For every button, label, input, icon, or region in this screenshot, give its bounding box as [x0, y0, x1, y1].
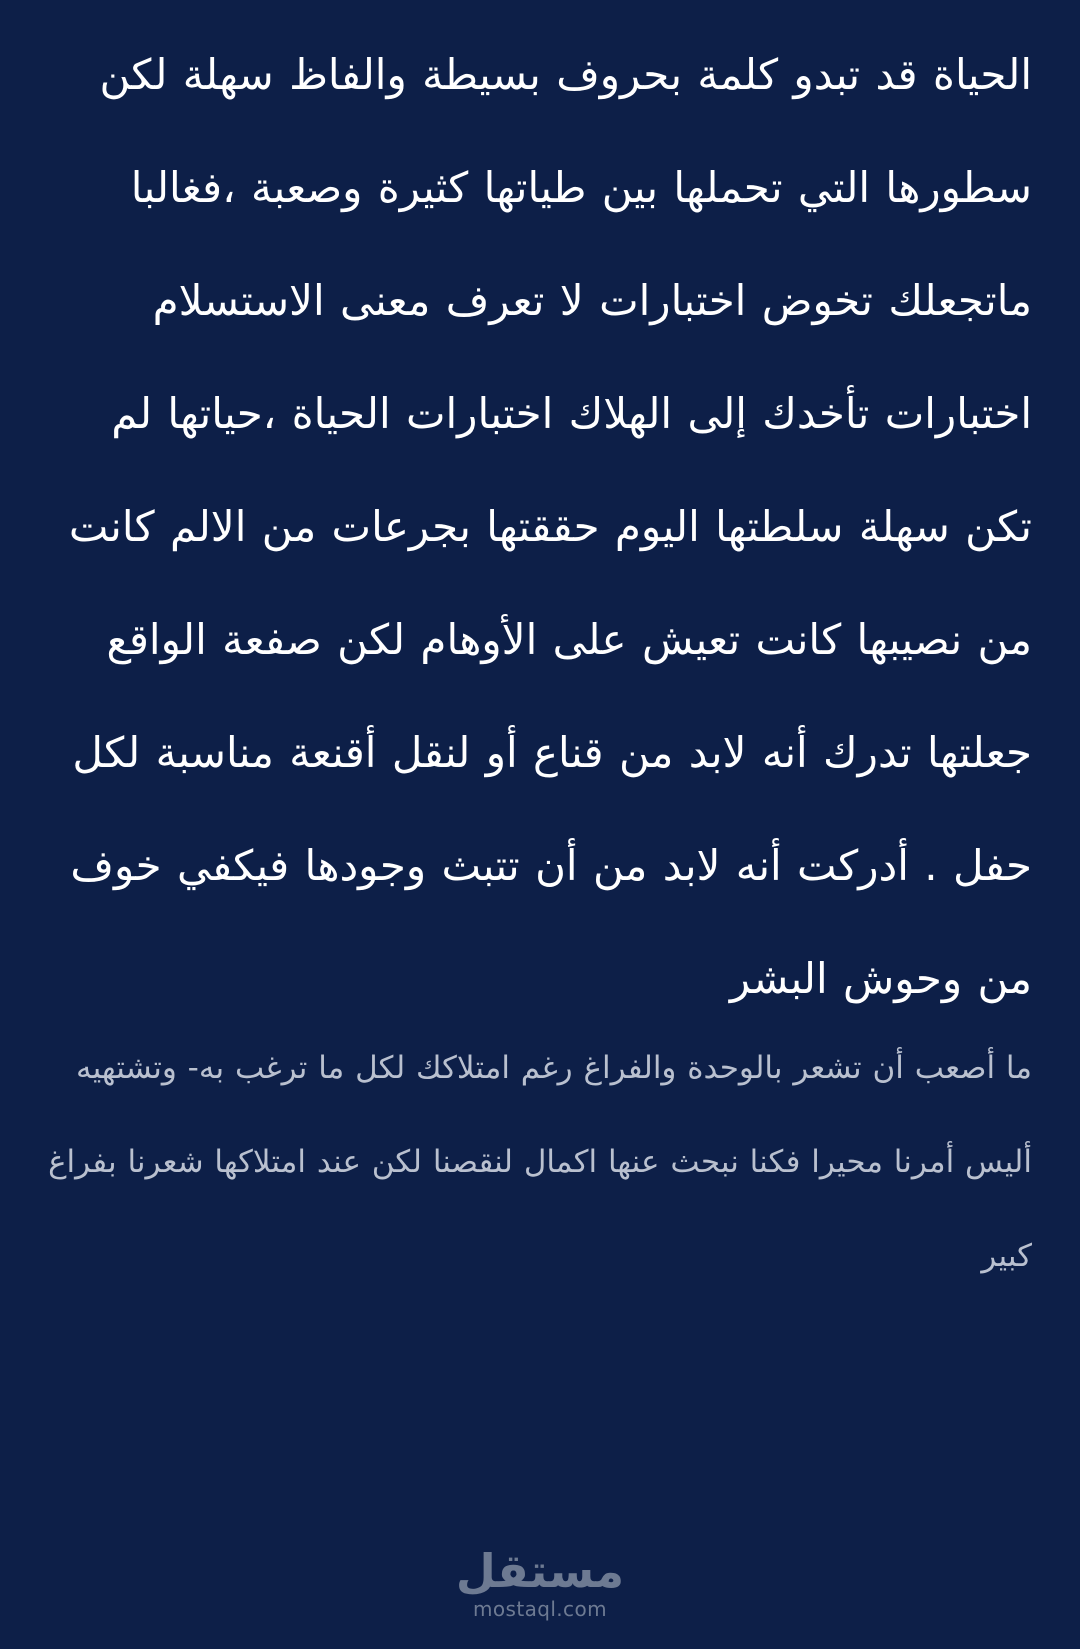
- main-paragraph: الحياة قد تبدو كلمة بحروف بسيطة والفاظ سهلة لكن سطورها التي تحملها بين طياتها كثيرة وصعبة ،فغالبا ماتجعلك تخوض اختبارات لا تعرف معنى الاستسلام اختبارات تأخدك إلى الهلاك اختبارات الحياة ،حياتها لم تكن سهلة سلطتها اليوم حققتها بجرعات من الالم كانت من نصيبها كانت تعيش على الأوهام لكن صفعة الواقع جعلتها تدرك أنه لابد من قناع أو لنقل أقنعة مناسبة لكل حفل . أدركت أنه لابد من أن تتبث وجودها فيكفي خوف من وحوش البشر: [68, 50, 1032, 1003]
- secondary-paragraph: ما أصعب أن تشعر بالوحدة والفراغ رغم امتلاكك لكل ما ترغب به- وتشتهيه أليس أمرنا محيرا فكنا نبحث عنها اكمال لنقصنا لكن عند امتلاكها شعرنا بفراغ كبير: [48, 1050, 1032, 1274]
- mostaql-domain: mostaql.com: [473, 1597, 607, 1621]
- mostaql-logo-text: مستقل: [455, 1544, 625, 1598]
- article-content: [48, 18, 1032, 1303]
- mostaql-watermark: [0, 1545, 1080, 1621]
